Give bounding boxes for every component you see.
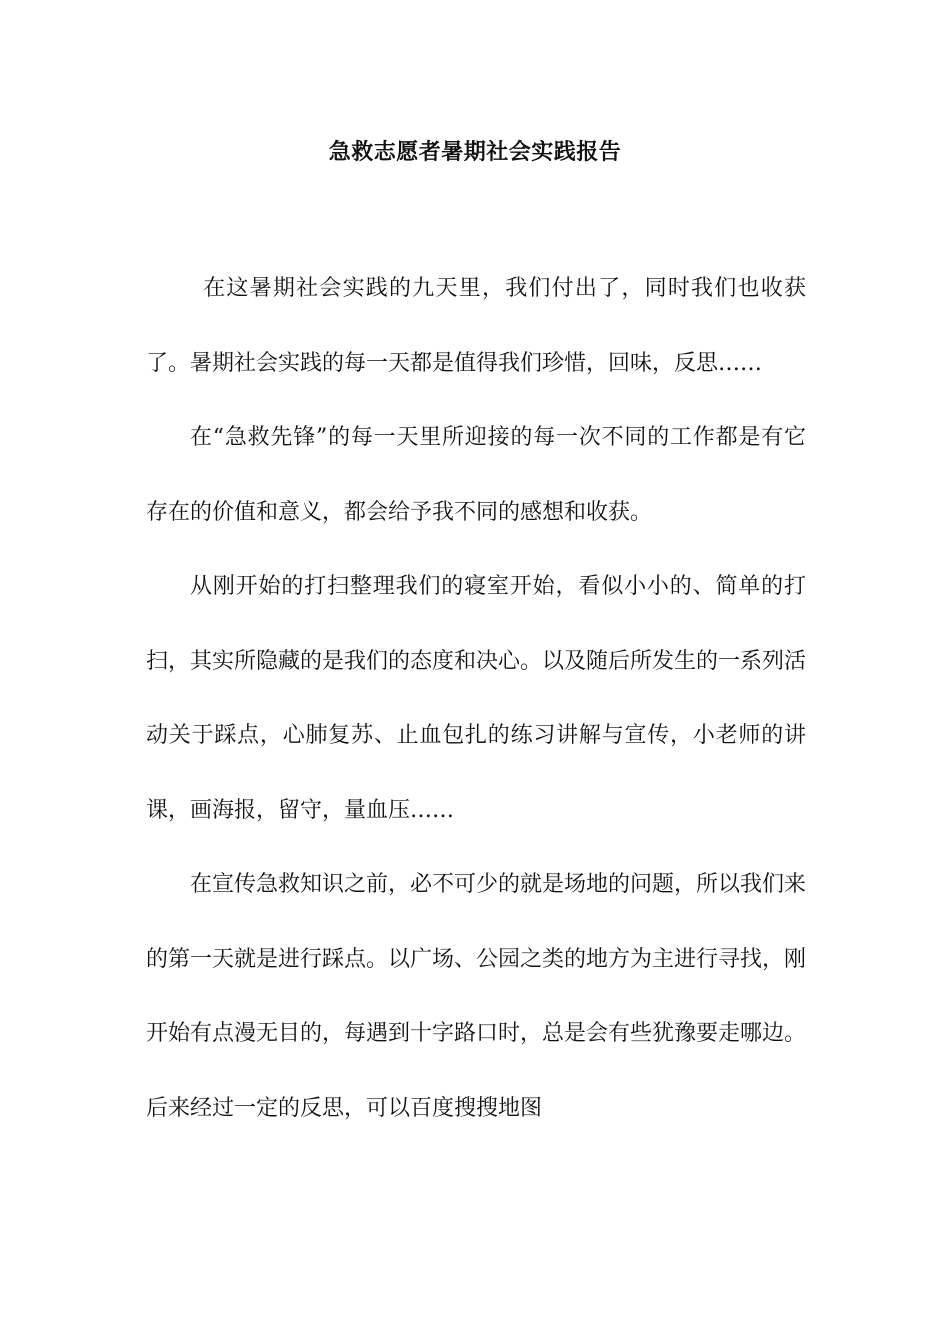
document-title: 急救志愿者暑期社会实践报告 [328,139,622,165]
paragraph-4: 在宣传急救知识之前，必不可少的就是场地的问题，所以我们来的第一天就是进行踩点。以广场、公园之类的地方为主进行寻找，刚开始有点漫无目的，每遇到十字路口时，总是会有些犹豫要走哪边。后来经过一定的反思，可以百度搜搜地图 [146,872,807,1121]
paragraph-2: 在“急救先锋”的每一天里所迎接的每一次不同的工作都是有它存在的价值和意义，都会给予我不同的感想和收获。 [146,425,806,525]
paragraph-3: 从刚开始的打扫整理我们的寝室开始，看似小小的、简单的打扫，其实所隐藏的是我们的态度和决心。以及随后所发生的一系列活动关于踩点，心肺复苏、止血包扎的练习讲解与宣传，小老师的讲课，画海报，留守，量血压…… [146,574,807,823]
document-body [146,252,806,1146]
paragraph-1: 在这暑期社会实践的九天里，我们付出了，同时我们也收获了。暑期社会实践的每一天都是值得我们珍惜，回味，反思…… [146,276,806,376]
